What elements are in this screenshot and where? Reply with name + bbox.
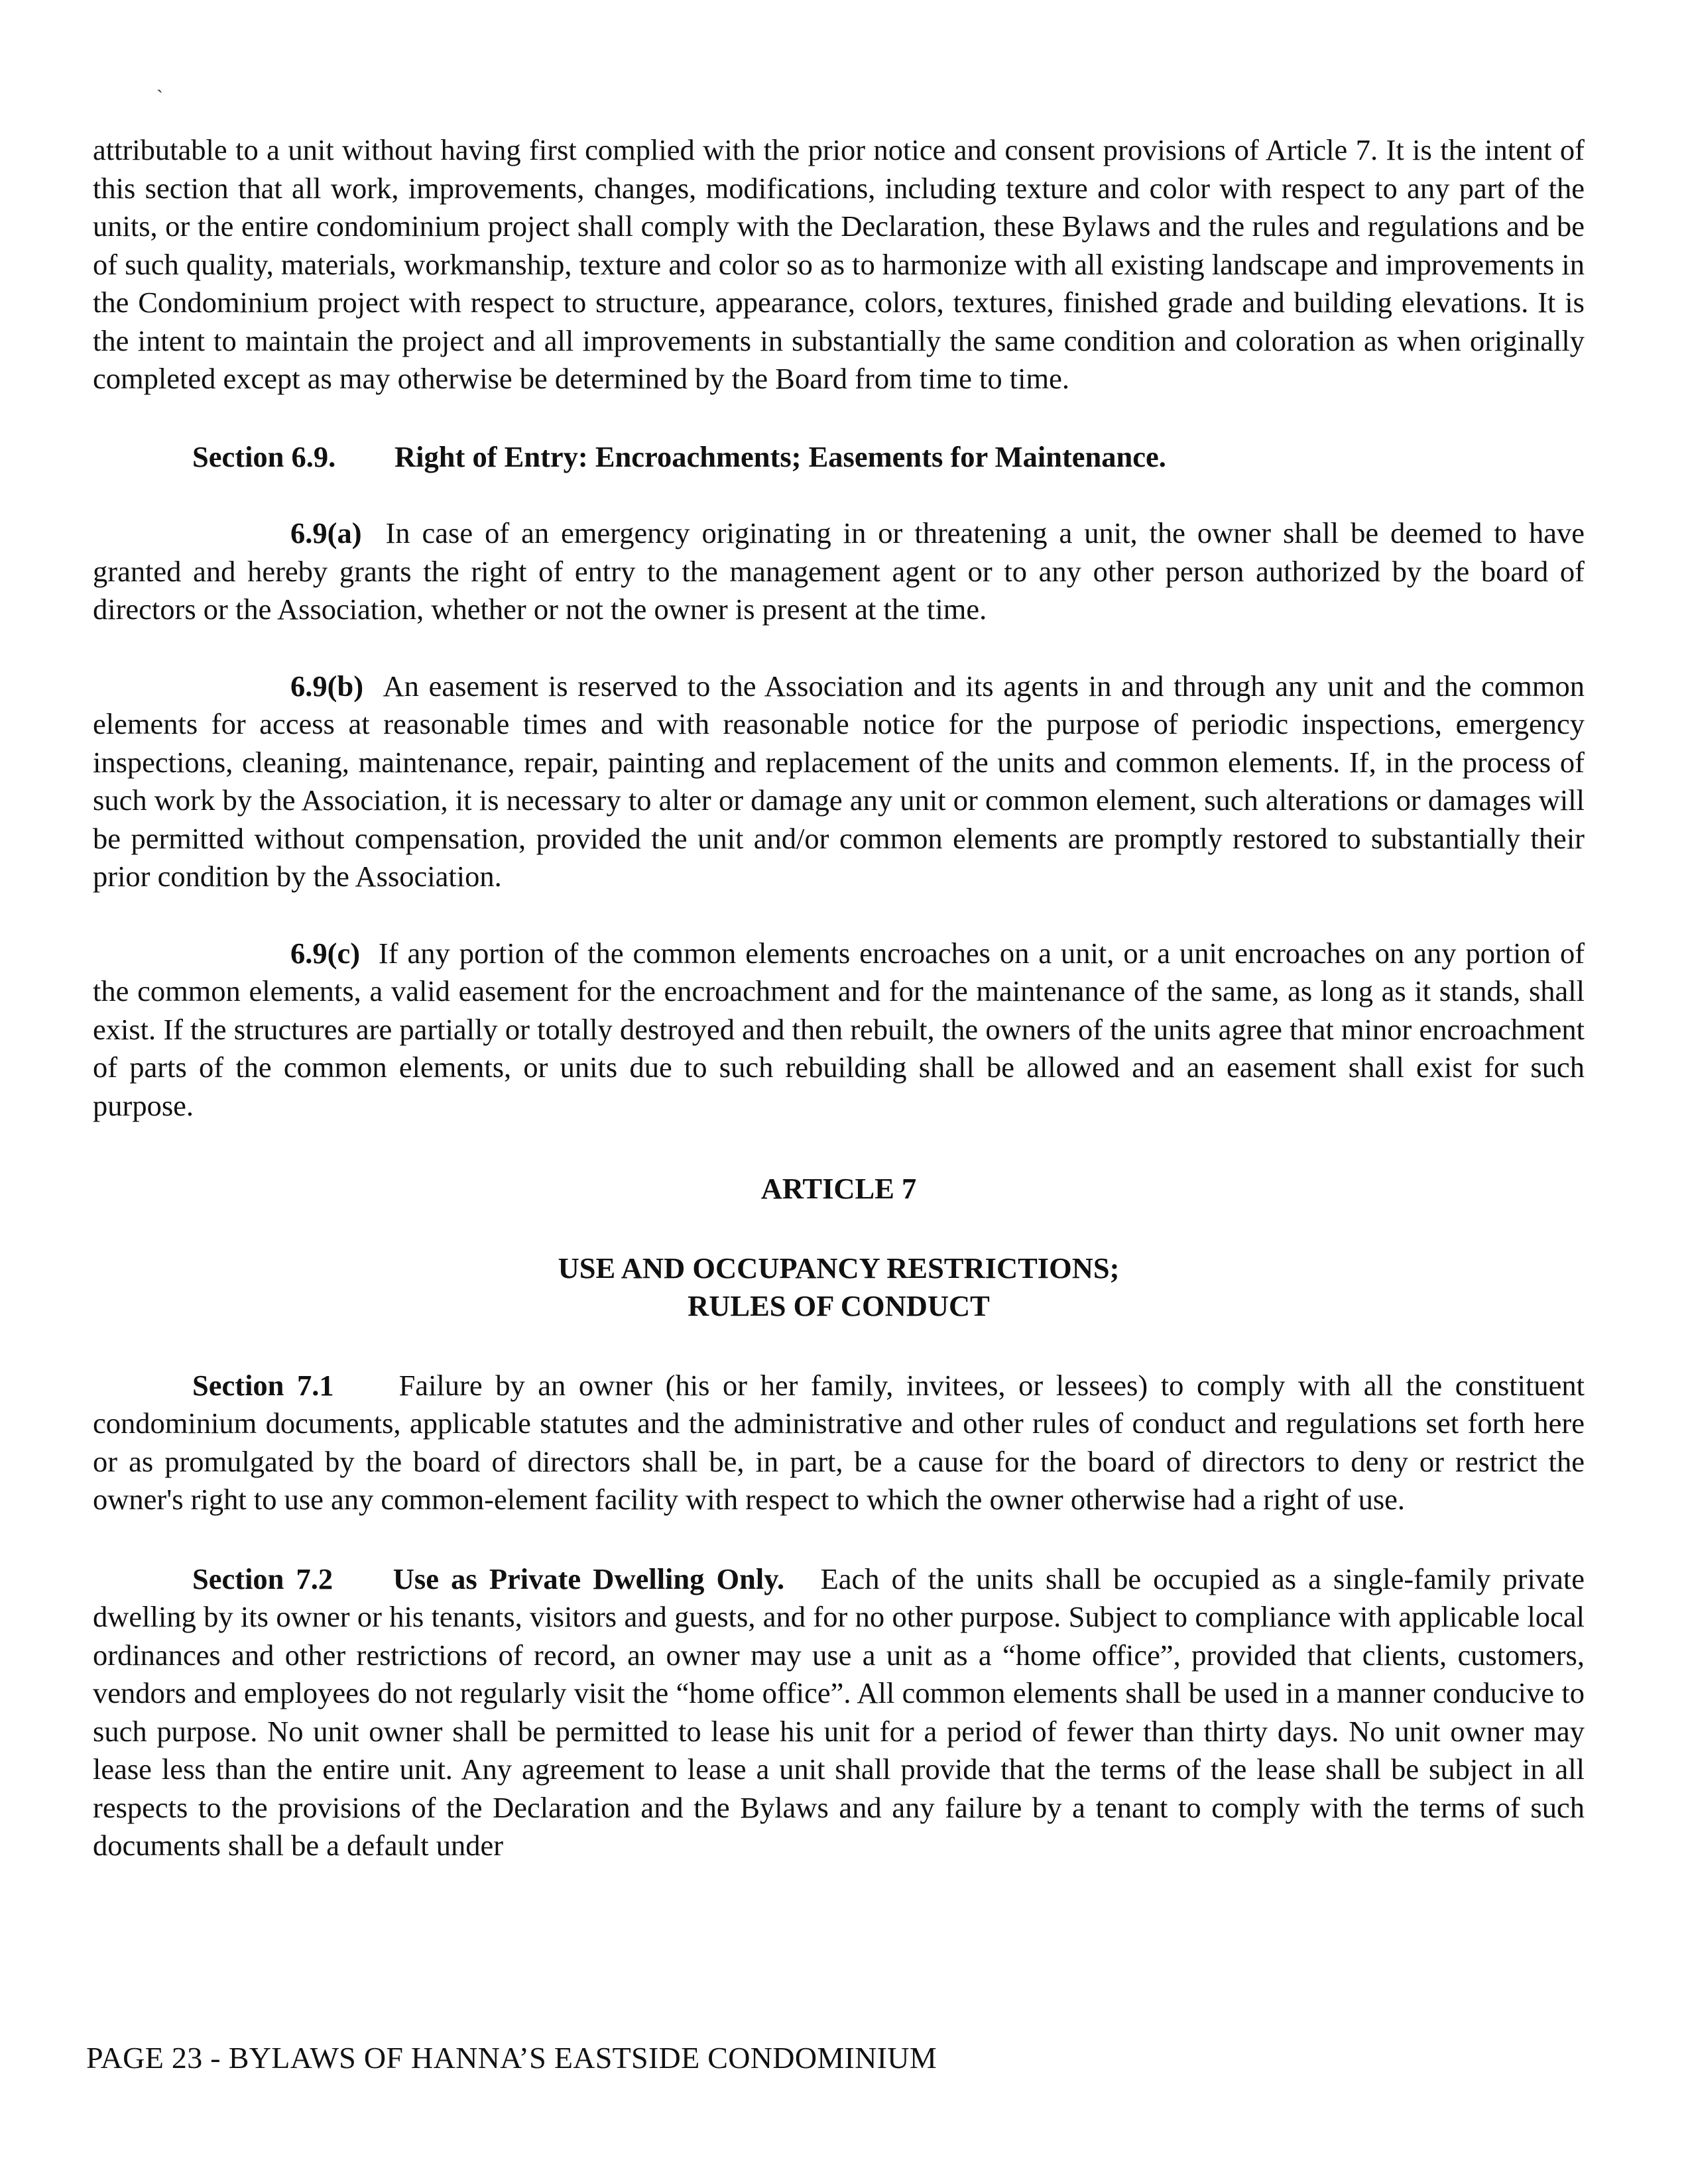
article-7-subtitle-line-1: USE AND OCCUPANCY RESTRICTIONS; xyxy=(558,1251,1120,1285)
section-7-1-text: Failure by an owner (his or her family, invitees, or lessees) to comply with all the constituent condominium documents, applicable statutes and the administrative and other rules of conduct and regulations set forth here or as promulgated by the board of directors shall be, in part, be a cause for the board of directors to deny or restrict the owner's right to use any common-element facility with respect to which the owner otherwise had a right of use. xyxy=(93,1368,1585,1516)
stray-mark: ` xyxy=(156,86,163,108)
subsection-6-9-b xyxy=(93,667,1585,896)
section-7-2-label: Section 7.2 xyxy=(192,1562,333,1595)
subsection-6-9-c-text: If any portion of the common elements encroaches on a unit, or a unit encroaches on any portion of the common elements, a valid easement for the encroachment and for the maintenance of the same, as long as it stands, shall exist. If the structures are partially or totally destroyed and then rebuilt, the owners of the units agree that minor encroachment of parts of the common elements, or units due to such rebuilding shall be allowed and an easement shall exist for such purpose. xyxy=(93,936,1585,1122)
section-7-2-title: Use as Private Dwelling Only. xyxy=(392,1562,785,1595)
subsection-6-9-b-label: 6.9(b) xyxy=(290,669,364,703)
subsection-6-9-b-text: An easement is reserved to the Association and its agents in and through any unit and the common elements for access at reasonable times and with reasonable notice for the purpose of periodic inspections, emergency inspections, cleaning, maintenance, repair, painting and replacement of the units and common elements. If, in the process of such work by the Association, it is necessary to alter or damage any unit or common element, such alterations or damages will be permitted without compensation, provided the unit and/or common elements are promptly restored to substantially their prior condition by the Association. xyxy=(93,669,1585,893)
intro-paragraph: attributable to a unit without having first complied with the prior notice and consent provisions of Article 7. It is the intent of this section that all work, improvements, changes, modifications, including texture and color with respect to any part of the units, or the entire condominium project shall comply with the Declaration, these Bylaws and the rules and regulations and be of such quality, materials, workmanship, texture and color so as to harmonize with all existing landscape and improvements in the Condominium project with respect to structure, appearance, colors, textures, finished grade and building elevations. It is the intent to maintain the project and all improvements in substantially the same condition and coloration as when originally completed except as may otherwise be determined by the Board from time to time. xyxy=(93,133,1585,395)
section-7-1-label: Section 7.1 xyxy=(192,1368,334,1402)
section-6-9-label: Section 6.9. xyxy=(192,439,336,473)
section-6-9-heading xyxy=(93,438,1585,477)
section-7-2-text: Each of the units shall be occupied as a single-family private dwelling by its owner or his tenants, visitors and guests, and for no other purpose. Subject to compliance with applicable local ordinances and other restrictions of record, an owner may use a unit as a “home office”, provided that clients, customers, vendors and employees do not regularly visit the “home office”. All common elements shall be used in a manner conducive to such purpose. No unit owner shall be permitted to lease his unit for a period of fewer than thirty days. No unit owner may lease less than the entire unit. Any agreement to lease a unit shall provide that the terms of the lease shall be subject in all respects to the provisions of the Declaration and the Bylaws and any failure by a tenant to comply with the terms of such documents shall be a default under xyxy=(93,1562,1585,1862)
subsection-6-9-c xyxy=(93,935,1585,1125)
subsection-6-9-a-text: In case of an emergency originating in or threatening a unit, the owner shall be deemed to have granted and hereby grants the right of entry to the management agent or to any other person authorized by the board of directors or the Association, whether or not the owner is present at the time. xyxy=(93,516,1585,626)
subsection-6-9-a-label: 6.9(a) xyxy=(290,516,362,549)
subsection-6-9-a xyxy=(93,514,1585,629)
article-7-subtitle xyxy=(93,1249,1585,1326)
page-footer: PAGE 23 - BYLAWS OF HANNA’S EASTSIDE CONDOMINIUM xyxy=(86,2041,937,2075)
section-7-2 xyxy=(93,1560,1585,1865)
section-7-1 xyxy=(93,1367,1585,1519)
section-6-9-title: Right of Entry: Encroachments; Easements for Maintenance. xyxy=(394,439,1166,473)
page-body xyxy=(93,131,1585,1865)
article-7-subtitle-line-2: RULES OF CONDUCT xyxy=(688,1289,990,1322)
subsection-6-9-c-label: 6.9(c) xyxy=(290,936,361,970)
article-7-title: ARTICLE 7 xyxy=(760,1172,917,1205)
